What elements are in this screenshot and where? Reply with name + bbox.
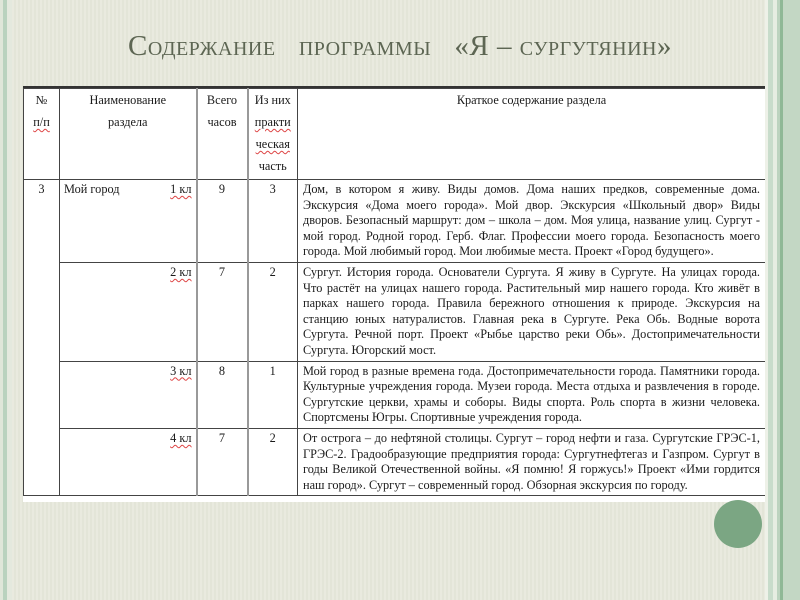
header-num — [24, 89, 60, 180]
program-table-image — [23, 86, 765, 502]
practice-hours: 1 — [248, 361, 298, 428]
section-name: Мой город — [64, 182, 120, 196]
practice-hours: 2 — [248, 428, 298, 495]
left-decorative-stripe — [0, 0, 12, 600]
header-total-line1: Всего — [206, 93, 238, 107]
row-name-cell — [60, 180, 197, 263]
header-practice-line3: ческая — [255, 137, 290, 151]
header-practice-hours — [248, 89, 298, 180]
summary-text: Дом, в котором я живу. Виды домов. Дома наших предков, современные дома. Экскурсия «Дома моего города». Мой двор. Экскурсия «Школьный двор» Виды дворов. Безопасный маршрут: дом – школа – дом. Моя улица, название улиц. Сургут - мой город. Родной город. Герб. Флаг. Профессии моего города. Безопасность моего города. Мой любимый город. Мои любимые места. Проект «Город будущего». — [298, 180, 766, 263]
grade-label: 1 кл — [170, 182, 192, 196]
total-hours: 7 — [197, 428, 248, 495]
table-row — [24, 428, 766, 495]
grade-label: 4 кл — [170, 430, 192, 445]
practice-hours: 3 — [248, 180, 298, 263]
header-summary: Краткое содержание раздела — [298, 89, 766, 180]
summary-text: Сургут. История города. Основатели Сургута. Я живу в Сургуте. На улицах города. Что растёт на улицах нашего города. Растительный мир нашего города. Кто живёт в парках нашего города. Правила бережного отношения к природе. Экскурсия на станцию юных натуралистов. Главная река в Сургуте. Река Обь. Водные ворота Сургута. Речной порт. Проект «Рыбье царство реки Обь». Достопримечательности Сургута. Югорский мост. — [298, 262, 766, 361]
right-decorative-stripes — [765, 0, 800, 600]
summary-text: От острога – до нефтяной столицы. Сургут – город нефти и газа. Сургутские ГРЭС-1, ГРЭС-2. Градообразующие предприятия города: Сургутнефтегаз и Газпром. Сургут в годы Великой Отечественной войны. «Я помню! Я горжусь!» Проект «Ими гордится наш город». Сургут – современный город. Обзорная экскурсия по городу. — [298, 428, 766, 495]
total-hours: 8 — [197, 361, 248, 428]
header-name-line2: раздела — [107, 115, 148, 129]
header-practice-line2: практи — [254, 115, 291, 129]
section-number: 3 — [24, 180, 60, 496]
grade-label: 2 кл — [170, 264, 192, 279]
row-name-cell — [60, 361, 197, 428]
grade-label: 3 кл — [170, 363, 192, 378]
row-name-cell — [60, 428, 197, 495]
header-num-line1: № — [35, 93, 48, 107]
slide-title: Содержание программы «Я – сургутянин» — [128, 30, 672, 62]
practice-hours: 2 — [248, 262, 298, 361]
table-row — [24, 361, 766, 428]
header-name — [60, 89, 197, 180]
decorative-circle — [714, 500, 762, 548]
row-name-cell — [60, 262, 197, 361]
table-row — [24, 180, 766, 263]
header-total-hours — [197, 89, 248, 180]
summary-text: Мой город в разные времена года. Достопримечательности города. Памятники города. Культурные учреждения города. Музеи города. Места отдыха и развлечения в городе. Сургутские церкви, храмы и соборы. Виды спорта. Роль спорта в жизни человека. Спортсмены Югры. Спортивные учреждения города. — [298, 361, 766, 428]
program-table — [23, 88, 765, 496]
header-total-line2: часов — [207, 115, 237, 129]
header-practice-line1: Из них — [254, 93, 291, 107]
header-practice-line4: часть — [258, 159, 287, 173]
total-hours: 9 — [197, 180, 248, 263]
total-hours: 7 — [197, 262, 248, 361]
header-num-line2: п/п — [33, 115, 50, 129]
header-name-line1: Наименование — [89, 93, 167, 107]
table-header-row — [24, 89, 766, 180]
table-row — [24, 262, 766, 361]
